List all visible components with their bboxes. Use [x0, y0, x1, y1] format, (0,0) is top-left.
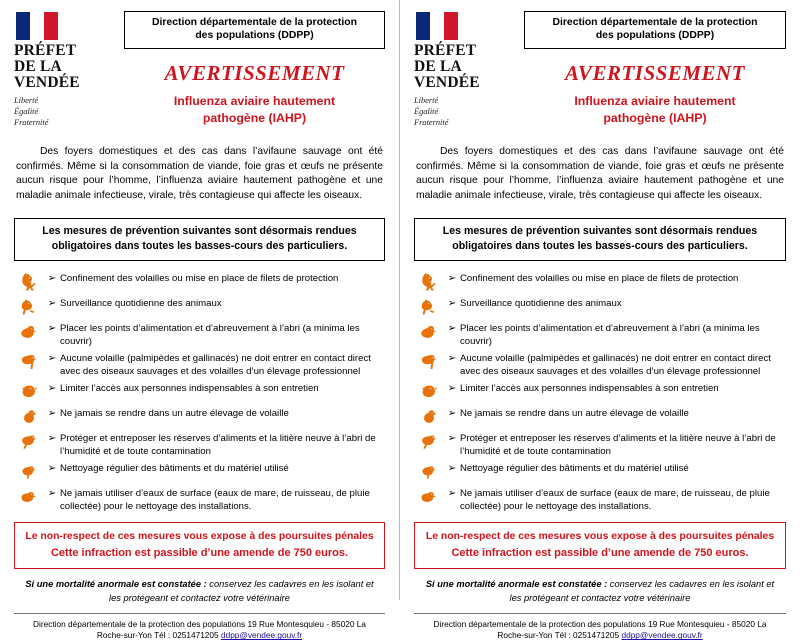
list-item — [14, 486, 385, 513]
mortality-note-bold: Si une mortalité anormale est constatée : — [425, 579, 608, 590]
bullet-marker: ➢ — [47, 297, 57, 309]
bullet-marker: ➢ — [47, 488, 57, 500]
list-item — [414, 461, 786, 483]
prefect-title-line1: PRÉFET — [14, 42, 77, 59]
subtitle — [124, 93, 385, 128]
footer — [14, 613, 385, 642]
french-flag-icon — [16, 12, 58, 40]
bullet-marker: ➢ — [47, 433, 57, 445]
prefect-title — [14, 43, 118, 91]
list-item — [414, 406, 786, 428]
list-item — [414, 431, 786, 458]
bullet-marker: ➢ — [47, 322, 57, 334]
poster-header — [414, 10, 786, 129]
headline: AVERTISSEMENT — [564, 60, 745, 85]
pigeon-icon — [414, 461, 444, 483]
duck-icon — [14, 321, 44, 343]
subtitle-line1: Influenza aviaire hautement — [173, 93, 336, 108]
poster-left — [0, 0, 400, 641]
obligation-line1: Les mesures de prévention suivantes sont désormais rendues — [42, 225, 357, 238]
mortality-note — [14, 578, 385, 604]
penalty-line2: Cette infraction est passible d’une amende de 750 euros. — [451, 546, 749, 559]
measure-text: Confinement des volailles ou mise en place de filets de protection — [460, 272, 739, 284]
obligation-banner — [414, 218, 786, 261]
penalty-line1: Le non-respect de ces mesures vous expose à des poursuites pénales — [425, 531, 775, 543]
list-item — [14, 296, 385, 318]
rooster-icon — [14, 271, 44, 293]
subtitle-line1: Influenza aviaire hautement — [574, 93, 736, 108]
bullet-marker: ➢ — [47, 353, 57, 365]
penalty-line1: Le non-respect de ces mesures vous expose à des poursuites pénales — [25, 531, 374, 543]
prefect-title-line2: DE LA VENDÉE — [414, 58, 480, 92]
bullet-marker: ➢ — [447, 408, 457, 420]
subtitle — [524, 93, 786, 128]
poster-right — [400, 0, 800, 641]
guineafowl-icon — [14, 431, 44, 453]
goose-icon — [414, 351, 444, 373]
french-flag-icon — [416, 12, 458, 40]
prefect-title — [414, 43, 518, 91]
chick-icon — [14, 406, 44, 428]
chick-icon — [414, 406, 444, 428]
bullet-marker: ➢ — [47, 408, 57, 420]
republic-motto — [414, 96, 518, 128]
list-item — [414, 381, 786, 403]
bullet-marker: ➢ — [447, 297, 457, 309]
penalty-box — [14, 522, 385, 569]
ddpp-box — [124, 11, 385, 49]
prefect-title-line2: DE LA VENDÉE — [14, 58, 80, 92]
bullet-marker: ➢ — [447, 463, 457, 475]
motto-fraternite: Fraternité — [414, 117, 449, 127]
subtitle-line2: pathogène (IAHP) — [603, 111, 707, 126]
motto-fraternite: Fraternité — [14, 117, 49, 127]
ddpp-line1: Direction départementale de la protection — [552, 17, 758, 28]
obligation-line2: obligatoires dans toutes les basses-cours des particuliers. — [452, 240, 748, 253]
footer-contact-prefix: Roche-sur-Yon Tél : 0251471205 — [497, 630, 622, 641]
mortality-note-rest: conservez les cadavres en les isolant et les protégeant et contactez votre vétérinaire — [509, 579, 775, 603]
mortality-note-bold: Si une mortalité anormale est constatée : — [25, 579, 207, 590]
list-item — [14, 381, 385, 403]
hen-icon — [14, 296, 44, 318]
footer-line2 — [14, 630, 385, 642]
measure-text: Placer les points d’alimentation et d’abreuvement à l’abri (a minima les couvrir) — [60, 322, 360, 347]
prefecture-branding — [414, 10, 518, 129]
motto-egalite: Égalité — [14, 107, 39, 117]
list-item — [414, 321, 786, 348]
bullet-marker: ➢ — [447, 353, 457, 365]
measure-text: Limiter l’accès aux personnes indispensables à son entretien — [460, 383, 719, 395]
measure-text: Nettoyage régulier des bâtiments et du matériel utilisé — [460, 463, 689, 475]
subtitle-line2: pathogène (IAHP) — [202, 111, 307, 126]
bullet-marker: ➢ — [447, 383, 457, 395]
hen-icon — [414, 296, 444, 318]
headline: AVERTISSEMENT — [164, 60, 345, 85]
prefecture-branding — [14, 10, 118, 129]
rooster-icon — [414, 271, 444, 293]
mortality-note-rest: conservez les cadavres en les isolant et les protégeant et contactez votre vétérinaire — [109, 579, 374, 603]
footer-line1: Direction départementale de la protection des populations 19 Rue Montesquieu - 85020 La — [433, 618, 767, 629]
list-item — [14, 321, 385, 348]
measures-list — [14, 271, 385, 516]
measure-text: Aucune volaille (palmipèdes et gallinacés) ne doit entrer en contact direct avec des oiseaux sauvages et des volailles d’un élevage professionnel — [460, 353, 771, 378]
measure-text: Placer les points d’alimentation et d’abreuvement à l’abri (a minima les couvrir) — [460, 322, 760, 347]
measure-text: Limiter l’accès aux personnes indispensables à son entretien — [60, 383, 319, 395]
measure-text: Aucune volaille (palmipèdes et gallinacés) ne doit entrer en contact direct avec des oiseaux sauvages et des volailles d’un élevage professionnel — [60, 353, 371, 378]
obligation-banner — [14, 218, 385, 261]
motto-egalite: Égalité — [414, 107, 439, 117]
list-item — [14, 351, 385, 378]
republic-motto — [14, 96, 118, 128]
measure-text: Confinement des volailles ou mise en place de filets de protection — [60, 272, 339, 284]
list-item — [14, 271, 385, 293]
measures-list — [414, 271, 786, 516]
turkey-icon — [414, 381, 444, 403]
list-item — [14, 406, 385, 428]
turkey-icon — [14, 381, 44, 403]
mortality-note — [414, 578, 786, 604]
list-item — [414, 351, 786, 378]
obligation-line2: obligatoires dans toutes les basses-cours des particuliers. — [51, 240, 348, 253]
ddpp-line2: des populations (DDPP) — [595, 30, 715, 42]
bullet-marker: ➢ — [447, 433, 457, 445]
duck-icon — [414, 321, 444, 343]
bullet-marker: ➢ — [47, 383, 57, 395]
motto-liberte: Liberté — [414, 96, 439, 106]
list-item — [14, 461, 385, 483]
intro-paragraph: Des foyers domestiques et des cas dans l’avifaune sauvage ont été confirmés. Même si la consommation de viande, foie gras et œufs ne présente aucun risque pour l’homme, l’influenza aviaire hautement pathogène et une maladie animale infectieuse, virale, très contagieuse qui affecte les oiseaux. — [16, 145, 383, 202]
measure-text: Ne jamais se rendre dans un autre élevage de volaille — [460, 408, 689, 420]
measure-text: Protéger et entreposer les réserves d’aliments et la litière neuve à l’abri de l’humidité et de toute contamination — [460, 433, 776, 458]
list-item — [414, 271, 786, 293]
measure-text: Ne jamais se rendre dans un autre élevage de volaille — [60, 408, 289, 420]
bullet-marker: ➢ — [47, 463, 57, 475]
motto-liberte: Liberté — [14, 96, 39, 106]
footer-line1: Direction départementale de la protection des populations 19 Rue Montesquieu - 85020 La — [32, 618, 367, 629]
goose-icon — [14, 351, 44, 373]
bullet-marker: ➢ — [47, 272, 57, 284]
footer-line2 — [414, 630, 786, 642]
prefect-title-line1: PRÉFET — [414, 42, 477, 59]
measure-text: Ne jamais utiliser d’eaux de surface (eaux de mare, de ruisseau, de pluie collectée) pour le nettoyage des installations. — [460, 488, 770, 513]
ddpp-line2: des populations (DDPP) — [195, 30, 314, 42]
footer — [414, 613, 786, 642]
email-link[interactable]: ddpp@vendee.gouv.fr — [220, 630, 303, 641]
duckling-icon — [414, 486, 444, 508]
guineafowl-icon — [414, 431, 444, 453]
penalty-line2: Cette infraction est passible d’une amende de 750 euros. — [50, 546, 349, 559]
bullet-marker: ➢ — [447, 322, 457, 334]
list-item — [14, 431, 385, 458]
measure-text: Nettoyage régulier des bâtiments et du matériel utilisé — [60, 463, 289, 475]
obligation-line1: Les mesures de prévention suivantes sont désormais rendues — [442, 225, 758, 238]
list-item — [414, 486, 786, 513]
list-item — [414, 296, 786, 318]
measure-text: Surveillance quotidienne des animaux — [460, 297, 622, 309]
ddpp-box — [524, 11, 786, 49]
header-right — [124, 10, 385, 128]
bullet-marker: ➢ — [447, 272, 457, 284]
poster-header — [14, 10, 385, 129]
pigeon-icon — [14, 461, 44, 483]
measure-text: Ne jamais utiliser d’eaux de surface (eaux de mare, de ruisseau, de pluie collectée) pour le nettoyage des installations. — [60, 488, 370, 513]
measure-text: Protéger et entreposer les réserves d’aliments et la litière neuve à l’abri de l’humidité et de toute contamination — [60, 433, 376, 458]
ddpp-line1: Direction départementale de la protection — [152, 17, 357, 28]
intro-paragraph: Des foyers domestiques et des cas dans l’avifaune sauvage ont été confirmés. Même si la consommation de viande, foie gras et œufs ne présente aucun risque pour l’homme, l’influenza aviaire hautement pathogène et une maladie animale infectieuse, virale, très contagieuse qui affecte les oiseaux. — [416, 145, 784, 202]
footer-contact-prefix: Roche-sur-Yon Tél : 0251471205 — [96, 630, 221, 641]
measure-text: Surveillance quotidienne des animaux — [60, 297, 222, 309]
duckling-icon — [14, 486, 44, 508]
email-link[interactable]: ddpp@vendee.gouv.fr — [621, 630, 703, 641]
bullet-marker: ➢ — [447, 488, 457, 500]
penalty-box — [414, 522, 786, 569]
header-right — [524, 10, 786, 128]
